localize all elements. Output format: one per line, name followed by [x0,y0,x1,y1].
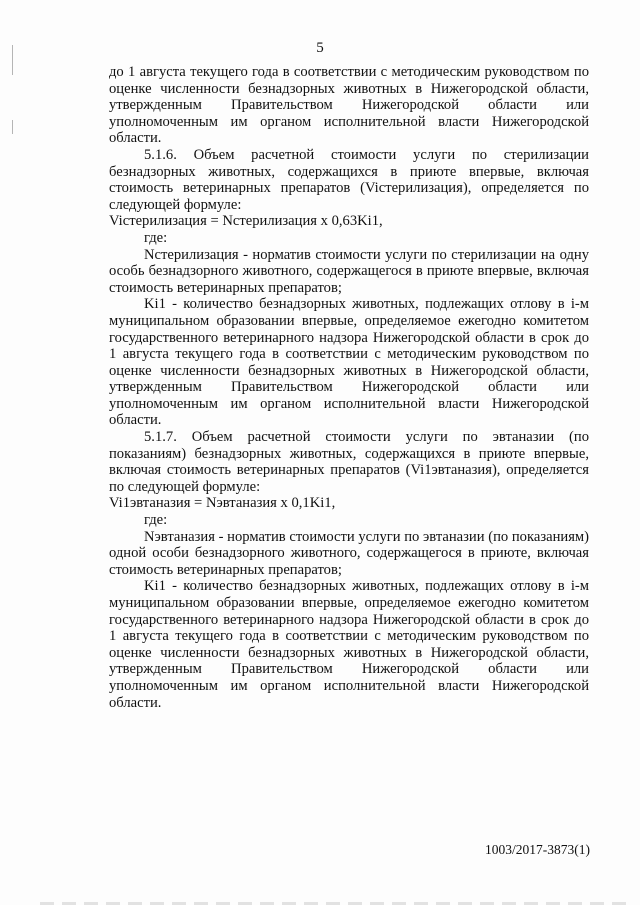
definition-n-euthanasia: Nэвтаназия - норматив стоимости услуги по эвтаназии (по показаниям) одной особи безнадзорного животного, содержащегося в приюте, включая стоимость ветеринарных препаратов; [109,528,589,578]
formula-euthanasia: Vi1эвтаназия = Nэвтаназия x 0,1Ki1, [109,495,336,512]
paragraph: до 1 августа текущего года в соответствии с методическим руководством по оценке численности безнадзорных животных в Нижегородской области, утвержденным Правительством Нижегородской области или уполномоченным им органом исполнительной власти Нижегородской области. [109,64,589,147]
where-label: где: [144,512,168,529]
page-number: 5 [316,40,324,56]
definition-n-sterilization: Nстерилизация - норматив стоимости услуги по стерилизации на одну особь безнадзорного животного, содержащегося в приюте впервые, включая стоимость ветеринарных препаратов; [109,246,589,296]
formula-sterilization: Viстерилизация = Nстерилизация x 0,63Ki1, [109,213,383,230]
paragraph-5-1-6: 5.1.6. Объем расчетной стоимости услуги по стерилизации безнадзорных животных, содержащихся в приюте впервые, включая стоимость ветеринарных препаратов (Viстерилизация), определяется по следующей формуле: [109,146,589,213]
scan-margin-mark [12,120,13,134]
document-body [109,64,589,711]
where-label: где: [144,229,168,246]
paragraph-5-1-7: 5.1.7. Объем расчетной стоимости услуги по эвтаназии (по показаниям) безнадзорных животных, содержащихся в приюте впервые, включая стоимость ветеринарных препаратов (Vi1эвтаназия), определяется по следующей формуле: [109,429,589,495]
definition-ki1: Ki1 - количество безнадзорных животных, подлежащих отлову в i-м муниципальном образовании впервые, определяемое ежегодно комитетом государственного ветеринарного надзора Нижегородской области в срок до 1 августа текущего года в соответствии с методическим руководством по оценке численности безнадзорных животных в Нижегородской области, утвержденным Правительством Нижегородской области или уполномоченным им органом исполнительной власти Нижегородской области. [109,296,589,429]
definition-ki1: Ki1 - количество безнадзорных животных, подлежащих отлову в i-м муниципальном образовании впервые, определяемое ежегодно комитетом государственного ветеринарного надзора Нижегородской области в срок до 1 августа текущего года в соответствии с методическим руководством по оценке численности безнадзорных животных в Нижегородской области, утвержденным Правительством Нижегородской области или уполномоченным им органом исполнительной власти Нижегородской области. [109,578,589,711]
document-code: 1003/2017-3873(1) [485,842,590,857]
